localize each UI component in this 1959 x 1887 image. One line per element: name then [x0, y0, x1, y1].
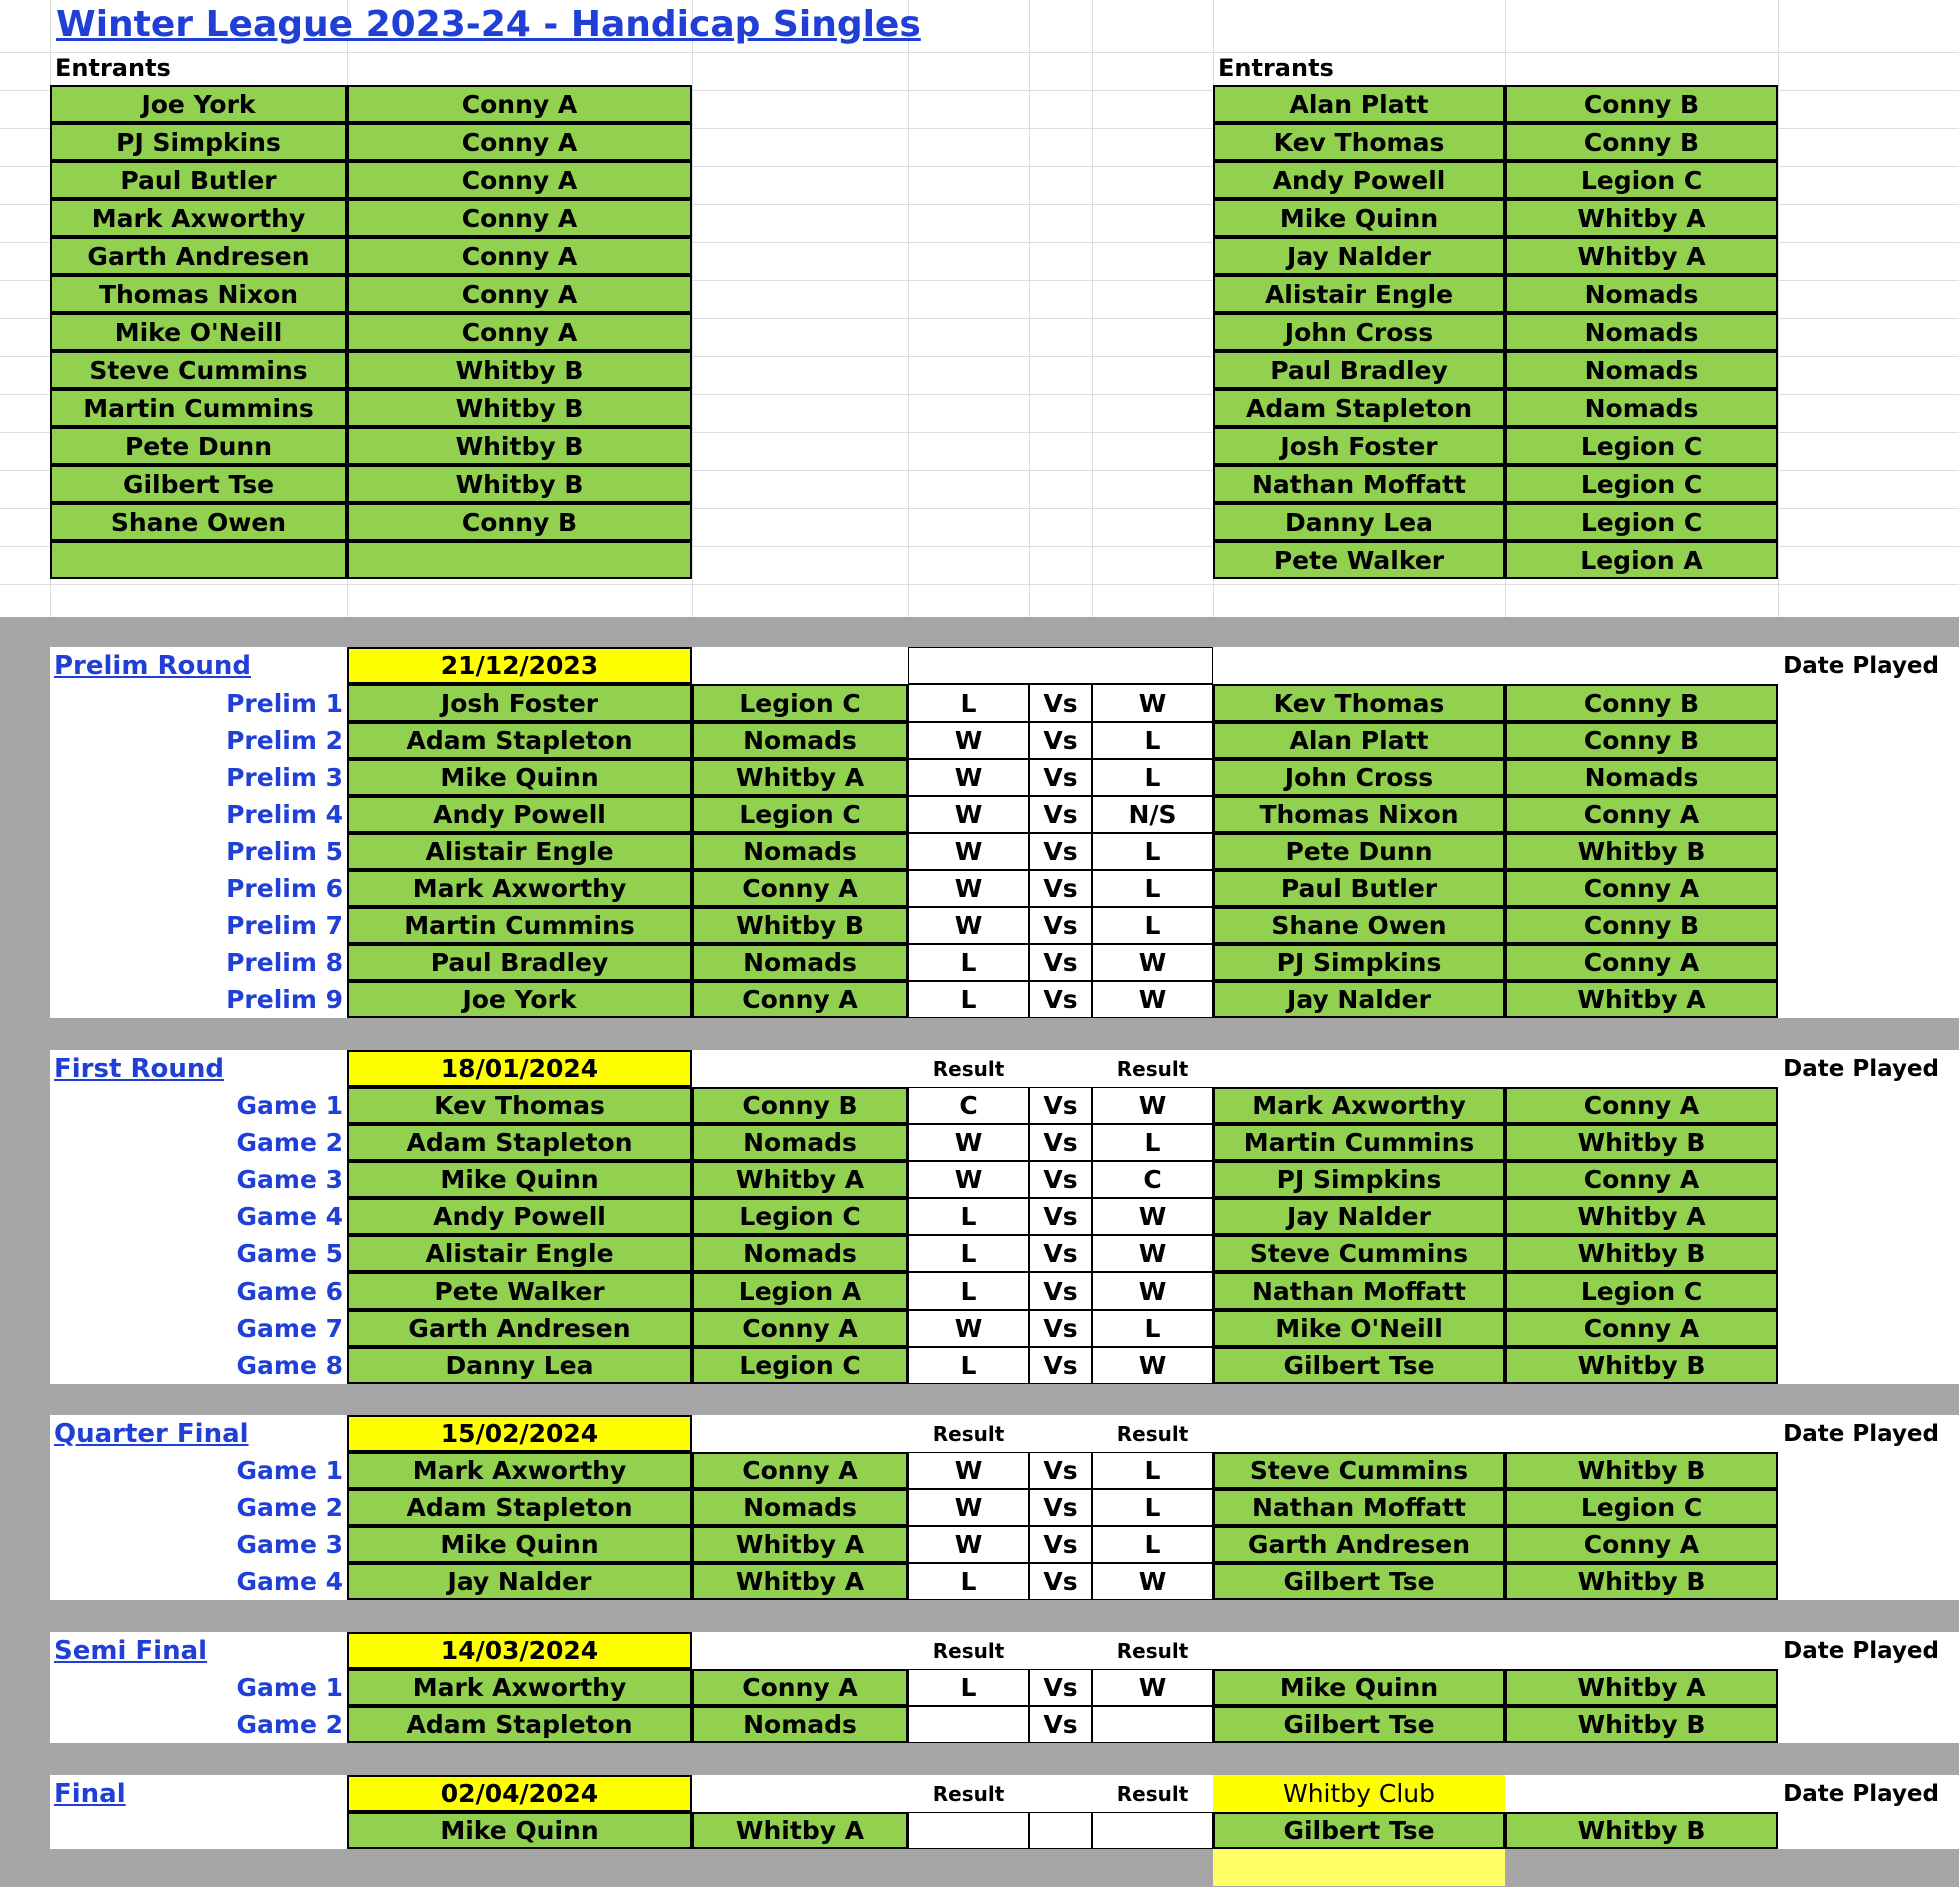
home-player[interactable]: Adam Stapleton [347, 1706, 692, 1743]
entrant-name[interactable]: Alan Platt [1213, 85, 1505, 123]
away-result[interactable]: L [1092, 759, 1213, 796]
result-label: Result [932, 1421, 1005, 1446]
away-result[interactable]: W [1092, 944, 1213, 981]
vs-label: Vs [1029, 1124, 1092, 1161]
away-team[interactable]: Whitby B [1505, 1235, 1778, 1272]
round-title[interactable]: Final [54, 1778, 126, 1809]
entrant-team[interactable]: Legion C [1505, 465, 1778, 503]
away-team[interactable]: Whitby B [1505, 1563, 1778, 1600]
entrant-team[interactable]: Whitby B [347, 389, 692, 427]
entrant-team[interactable] [347, 541, 692, 579]
entrant-name[interactable]: Pete Walker [1213, 541, 1505, 579]
entrant-name[interactable]: Paul Butler [50, 161, 347, 199]
entrant-name[interactable]: Josh Foster [1213, 427, 1505, 465]
entrant-name[interactable]: Shane Owen [50, 503, 347, 541]
entrant-name[interactable]: Paul Bradley [1213, 351, 1505, 389]
away-result[interactable]: W [1092, 1347, 1213, 1384]
away-team[interactable]: Conny A [1505, 1310, 1778, 1347]
home-team[interactable]: Nomads [692, 1706, 908, 1743]
date-played-cell[interactable] [1778, 1310, 1959, 1347]
away-team[interactable]: Whitby B [1505, 1124, 1778, 1161]
home-player[interactable]: Mike Quinn [347, 1161, 692, 1198]
home-result[interactable]: W [908, 1489, 1029, 1526]
date-played-cell[interactable] [1778, 833, 1959, 870]
date-played-cell[interactable] [1778, 1563, 1959, 1600]
entrant-team[interactable]: Legion A [1505, 541, 1778, 579]
home-player[interactable]: Adam Stapleton [347, 1489, 692, 1526]
home-result[interactable]: W [908, 833, 1029, 870]
home-player[interactable]: Mike Quinn [347, 759, 692, 796]
away-player[interactable]: Jay Nalder [1213, 1198, 1505, 1235]
vs-label: Vs [1029, 722, 1092, 759]
date-played-cell[interactable] [1778, 1087, 1959, 1124]
entrants-label-left: Entrants [55, 54, 171, 82]
round-title[interactable]: Quarter Final [54, 1418, 249, 1449]
game-label: Game 3 [236, 1530, 343, 1559]
date-played-cell[interactable] [1778, 1161, 1959, 1198]
date-played-cell[interactable] [1778, 796, 1959, 833]
vs-label: Vs [1029, 981, 1092, 1018]
date-played-cell[interactable] [1778, 1706, 1959, 1743]
entrant-team[interactable]: Conny A [347, 85, 692, 123]
game-label: Prelim 8 [226, 948, 343, 977]
date-played-cell[interactable] [1778, 1235, 1959, 1272]
page-title: Winter League 2023-24 - Handicap Singles [56, 4, 921, 45]
home-result[interactable]: W [908, 1526, 1029, 1563]
away-team[interactable]: Whitby B [1505, 833, 1778, 870]
home-team[interactable]: Whitby A [692, 1161, 908, 1198]
final-venue[interactable]: Whitby Club [1213, 1775, 1505, 1812]
home-result[interactable]: W [908, 870, 1029, 907]
home-team[interactable]: Whitby A [692, 1563, 908, 1600]
away-player[interactable]: PJ Simpkins [1213, 944, 1505, 981]
away-team[interactable]: Legion C [1505, 1489, 1778, 1526]
round-date[interactable]: 02/04/2024 [347, 1775, 692, 1812]
date-played-cell[interactable] [1778, 944, 1959, 981]
date-played-cell[interactable] [1778, 722, 1959, 759]
home-team[interactable]: Nomads [692, 722, 908, 759]
away-team[interactable]: Conny A [1505, 1526, 1778, 1563]
game-label: Prelim 9 [226, 985, 343, 1014]
away-result[interactable]: L [1092, 907, 1213, 944]
round-date[interactable]: 18/01/2024 [347, 1050, 692, 1087]
away-result[interactable]: L [1092, 1452, 1213, 1489]
result-label: Result [1116, 1638, 1189, 1663]
date-played-cell[interactable] [1778, 684, 1959, 722]
home-player[interactable]: Adam Stapleton [347, 722, 692, 759]
away-result[interactable]: N/S [1092, 796, 1213, 833]
entrant-team[interactable]: Whitby B [347, 427, 692, 465]
gridline [0, 52, 1959, 53]
entrant-team[interactable]: Nomads [1505, 351, 1778, 389]
game-label: Prelim 2 [226, 726, 343, 755]
game-label: Game 8 [236, 1351, 343, 1380]
away-result[interactable]: C [1092, 1161, 1213, 1198]
vs-label: Vs [1029, 1452, 1092, 1489]
game-label: Game 2 [236, 1710, 343, 1739]
entrant-team[interactable]: Conny B [1505, 85, 1778, 123]
vs-label: Vs [1029, 833, 1092, 870]
away-result[interactable]: L [1092, 1526, 1213, 1563]
entrants-label-right: Entrants [1218, 54, 1334, 82]
entrant-team[interactable]: Whitby A [1505, 237, 1778, 275]
away-player[interactable]: Gilbert Tse [1213, 1347, 1505, 1384]
home-team[interactable]: Legion C [692, 1198, 908, 1235]
vs-label: Vs [1029, 1563, 1092, 1600]
home-player[interactable]: Danny Lea [347, 1347, 692, 1384]
game-label: Prelim 5 [226, 837, 343, 866]
home-result[interactable]: L [908, 1272, 1029, 1310]
away-result[interactable]: L [1092, 1124, 1213, 1161]
game-label: Game 2 [236, 1493, 343, 1522]
away-result[interactable]: W [1092, 1087, 1213, 1124]
home-result[interactable]: W [908, 907, 1029, 944]
game-label: Game 4 [236, 1202, 343, 1231]
away-player[interactable]: Gilbert Tse [1213, 1706, 1505, 1743]
entrant-team[interactable]: Conny A [347, 199, 692, 237]
away-result[interactable]: W [1092, 1235, 1213, 1272]
game-label: Prelim 6 [226, 874, 343, 903]
home-player[interactable]: Andy Powell [347, 1198, 692, 1235]
away-player[interactable]: Gilbert Tse [1213, 1812, 1505, 1849]
game-label: Prelim 7 [226, 911, 343, 940]
home-team[interactable]: Conny A [692, 870, 908, 907]
round-title[interactable]: Semi Final [54, 1635, 208, 1666]
home-result[interactable]: L [908, 1347, 1029, 1384]
entrant-name[interactable]: John Cross [1213, 313, 1505, 351]
away-player[interactable]: Kev Thomas [1213, 684, 1505, 722]
away-player[interactable]: Shane Owen [1213, 907, 1505, 944]
home-team[interactable]: Conny A [692, 1310, 908, 1347]
vs-label: Vs [1029, 1161, 1092, 1198]
date-played-label: Date Played [1783, 1420, 1939, 1447]
date-played-label: Date Played [1783, 1780, 1939, 1807]
entrant-team[interactable]: Conny A [347, 313, 692, 351]
game-label: Prelim 4 [226, 800, 343, 829]
result-label: Result [1116, 1781, 1189, 1806]
away-result[interactable]: L [1092, 1489, 1213, 1526]
entrant-name[interactable]: Mike Quinn [1213, 199, 1505, 237]
vs-label: Vs [1029, 1198, 1092, 1235]
home-result[interactable]: L [908, 684, 1029, 722]
entrant-name[interactable]: Danny Lea [1213, 503, 1505, 541]
home-result[interactable]: W [908, 1161, 1029, 1198]
vs-label [1029, 1812, 1092, 1849]
away-result[interactable]: W [1092, 1272, 1213, 1310]
date-played-cell[interactable] [1778, 907, 1959, 944]
game-label: Game 2 [236, 1128, 343, 1157]
home-result[interactable]: L [908, 944, 1029, 981]
result-label: Result [932, 1056, 1005, 1081]
gridline [0, 584, 1959, 585]
game-label: Prelim 3 [226, 763, 343, 792]
home-team[interactable]: Nomads [692, 833, 908, 870]
vs-label: Vs [1029, 1235, 1092, 1272]
entrant-team[interactable]: Conny A [347, 123, 692, 161]
entrant-team[interactable]: Legion C [1505, 503, 1778, 541]
away-result[interactable]: W [1092, 1669, 1213, 1706]
away-team[interactable]: Conny A [1505, 870, 1778, 907]
home-result[interactable]: L [908, 1198, 1029, 1235]
entrant-name[interactable]: Joe York [50, 85, 347, 123]
away-result[interactable]: W [1092, 981, 1213, 1018]
game-label: Game 1 [236, 1456, 343, 1485]
away-result[interactable]: L [1092, 833, 1213, 870]
date-played-cell[interactable] [1778, 1198, 1959, 1235]
home-result[interactable]: L [908, 1563, 1029, 1600]
home-team[interactable]: Conny A [692, 1669, 908, 1706]
entrant-name[interactable]: PJ Simpkins [50, 123, 347, 161]
entrant-team[interactable]: Conny A [347, 275, 692, 313]
entrant-name[interactable]: Steve Cummins [50, 351, 347, 389]
home-player[interactable]: Adam Stapleton [347, 1124, 692, 1161]
away-player[interactable]: Mark Axworthy [1213, 1087, 1505, 1124]
away-team[interactable]: Conny A [1505, 944, 1778, 981]
entrant-name[interactable]: Thomas Nixon [50, 275, 347, 313]
vs-label: Vs [1029, 1489, 1092, 1526]
entrant-team[interactable]: Whitby B [347, 465, 692, 503]
away-team[interactable]: Whitby A [1505, 981, 1778, 1018]
vs-label: Vs [1029, 1310, 1092, 1347]
entrant-team[interactable]: Whitby B [347, 351, 692, 389]
final-venue-extra [1213, 1849, 1505, 1886]
vs-label: Vs [1029, 684, 1092, 722]
away-player[interactable]: Nathan Moffatt [1213, 1489, 1505, 1526]
away-result[interactable]: W [1092, 1198, 1213, 1235]
entrant-name[interactable]: Nathan Moffatt [1213, 465, 1505, 503]
home-player[interactable]: Mark Axworthy [347, 870, 692, 907]
date-played-cell[interactable] [1778, 870, 1959, 907]
home-player[interactable]: Martin Cummins [347, 907, 692, 944]
vs-label: Vs [1029, 907, 1092, 944]
vs-label: Vs [1029, 1526, 1092, 1563]
away-player[interactable]: Pete Dunn [1213, 833, 1505, 870]
home-team[interactable]: Conny B [692, 1087, 908, 1124]
entrant-name[interactable]: Alistair Engle [1213, 275, 1505, 313]
date-played-label: Date Played [1783, 1637, 1939, 1664]
home-team[interactable]: Conny A [692, 1452, 908, 1489]
entrant-team[interactable]: Nomads [1505, 275, 1778, 313]
home-team[interactable]: Nomads [692, 1235, 908, 1272]
home-player[interactable]: Garth Andresen [347, 1310, 692, 1347]
away-team[interactable]: Conny A [1505, 1087, 1778, 1124]
away-team[interactable]: Whitby B [1505, 1812, 1778, 1849]
away-team[interactable]: Whitby B [1505, 1452, 1778, 1489]
entrant-name[interactable]: Martin Cummins [50, 389, 347, 427]
entrant-name[interactable]: Gilbert Tse [50, 465, 347, 503]
date-played-cell[interactable] [1778, 1452, 1959, 1489]
result-label: Result [932, 1781, 1005, 1806]
home-player[interactable]: Alistair Engle [347, 1235, 692, 1272]
home-player[interactable]: Josh Foster [347, 684, 692, 722]
home-team[interactable]: Whitby B [692, 907, 908, 944]
home-result[interactable]: C [908, 1087, 1029, 1124]
vs-label: Vs [1029, 944, 1092, 981]
date-played-cell[interactable] [1778, 1812, 1959, 1849]
round-title[interactable]: First Round [54, 1053, 224, 1084]
vs-label: Vs [1029, 796, 1092, 833]
home-result[interactable]: W [908, 1124, 1029, 1161]
game-label: Game 7 [236, 1314, 343, 1343]
home-player[interactable]: Pete Walker [347, 1272, 692, 1310]
home-result[interactable]: W [908, 796, 1029, 833]
away-player[interactable]: Mike O'Neill [1213, 1310, 1505, 1347]
result-label: Result [932, 1638, 1005, 1663]
away-team[interactable]: Conny A [1505, 1161, 1778, 1198]
date-played-cell[interactable] [1778, 1669, 1959, 1706]
entrant-team[interactable]: Conny A [347, 161, 692, 199]
entrant-name[interactable]: Pete Dunn [50, 427, 347, 465]
date-played-cell[interactable] [1778, 981, 1959, 1018]
entrant-name[interactable]: Garth Andresen [50, 237, 347, 275]
game-label: Game 5 [236, 1239, 343, 1268]
away-result[interactable]: L [1092, 722, 1213, 759]
home-player[interactable]: Mike Quinn [347, 1812, 692, 1849]
entrant-team[interactable]: Nomads [1505, 313, 1778, 351]
away-player[interactable]: Mike Quinn [1213, 1669, 1505, 1706]
date-played-label: Date Played [1783, 652, 1939, 679]
vs-label: Vs [1029, 870, 1092, 907]
home-player[interactable]: Kev Thomas [347, 1087, 692, 1124]
away-player[interactable]: Thomas Nixon [1213, 796, 1505, 833]
game-label: Game 4 [236, 1567, 343, 1596]
home-team[interactable]: Whitby A [692, 1526, 908, 1563]
vs-label: Vs [1029, 1347, 1092, 1384]
round-date[interactable]: 21/12/2023 [347, 647, 692, 684]
round-date[interactable]: 15/02/2024 [347, 1415, 692, 1452]
date-played-cell[interactable] [1778, 1526, 1959, 1563]
home-team[interactable]: Legion A [692, 1272, 908, 1310]
home-player[interactable]: Mike Quinn [347, 1526, 692, 1563]
game-label: Game 6 [236, 1276, 343, 1306]
home-team[interactable]: Nomads [692, 1124, 908, 1161]
home-player[interactable]: Joe York [347, 981, 692, 1018]
entrant-team[interactable]: Conny A [347, 237, 692, 275]
away-team[interactable]: Whitby B [1505, 1706, 1778, 1743]
date-played-cell[interactable] [1778, 1347, 1959, 1384]
entrant-team[interactable]: Legion C [1505, 161, 1778, 199]
away-player[interactable]: Jay Nalder [1213, 981, 1505, 1018]
date-played-cell[interactable] [1778, 1489, 1959, 1526]
home-team[interactable]: Legion C [692, 796, 908, 833]
away-result[interactable]: W [1092, 684, 1213, 722]
date-played-cell[interactable] [1778, 1124, 1959, 1161]
date-played-cell[interactable] [1778, 1272, 1959, 1310]
away-player[interactable]: Alan Platt [1213, 722, 1505, 759]
result-label: Result [1116, 1421, 1189, 1446]
away-player[interactable]: Gilbert Tse [1213, 1563, 1505, 1600]
away-team[interactable]: Nomads [1505, 759, 1778, 796]
entrant-team[interactable]: Conny B [1505, 123, 1778, 161]
home-result[interactable] [908, 1812, 1029, 1849]
game-label: Game 1 [236, 1673, 343, 1702]
away-team[interactable]: Whitby B [1505, 1347, 1778, 1384]
home-result[interactable]: L [908, 1235, 1029, 1272]
home-player[interactable]: Alistair Engle [347, 833, 692, 870]
home-team[interactable]: Legion C [692, 1347, 908, 1384]
home-result[interactable]: L [908, 1669, 1029, 1706]
vs-label: Vs [1029, 759, 1092, 796]
away-result[interactable]: L [1092, 870, 1213, 907]
entrant-team[interactable]: Conny B [347, 503, 692, 541]
home-result[interactable]: W [908, 722, 1029, 759]
away-team[interactable]: Whitby A [1505, 1669, 1778, 1706]
entrant-name[interactable] [50, 541, 347, 579]
entrant-team[interactable]: Whitby A [1505, 199, 1778, 237]
away-team[interactable]: Conny B [1505, 684, 1778, 722]
date-played-label: Date Played [1783, 1055, 1939, 1082]
home-player[interactable]: Mark Axworthy [347, 1669, 692, 1706]
away-team[interactable]: Conny B [1505, 722, 1778, 759]
date-played-cell[interactable] [1778, 759, 1959, 796]
home-result[interactable]: W [908, 1310, 1029, 1347]
away-player[interactable]: Steve Cummins [1213, 1452, 1505, 1489]
home-team[interactable]: Whitby A [692, 1812, 908, 1849]
away-player[interactable]: Steve Cummins [1213, 1235, 1505, 1272]
home-team[interactable]: Legion C [692, 684, 908, 722]
entrant-name[interactable]: Adam Stapleton [1213, 389, 1505, 427]
away-result[interactable]: W [1092, 1563, 1213, 1600]
home-result[interactable]: L [908, 981, 1029, 1018]
away-player[interactable]: Nathan Moffatt [1213, 1272, 1505, 1310]
home-result[interactable]: W [908, 1452, 1029, 1489]
home-result[interactable] [908, 1706, 1029, 1743]
away-player[interactable]: Garth Andresen [1213, 1526, 1505, 1563]
vs-label: Vs [1029, 1087, 1092, 1124]
round-date[interactable]: 14/03/2024 [347, 1632, 692, 1669]
game-label: Prelim 1 [226, 688, 343, 718]
entrant-name[interactable]: Mark Axworthy [50, 199, 347, 237]
away-player[interactable]: PJ Simpkins [1213, 1161, 1505, 1198]
entrant-team[interactable]: Nomads [1505, 389, 1778, 427]
away-result[interactable]: L [1092, 1310, 1213, 1347]
home-player[interactable]: Paul Bradley [347, 944, 692, 981]
home-team[interactable]: Conny A [692, 981, 908, 1018]
away-player[interactable]: John Cross [1213, 759, 1505, 796]
home-result[interactable]: W [908, 759, 1029, 796]
result-label: Result [1116, 1056, 1189, 1081]
entrant-name[interactable]: Jay Nalder [1213, 237, 1505, 275]
game-label: Game 3 [236, 1165, 343, 1194]
away-player[interactable]: Martin Cummins [1213, 1124, 1505, 1161]
round-title[interactable]: Prelim Round [54, 650, 251, 681]
entrant-name[interactable]: Kev Thomas [1213, 123, 1505, 161]
home-player[interactable]: Mark Axworthy [347, 1452, 692, 1489]
game-label: Game 1 [236, 1091, 343, 1120]
home-team[interactable]: Whitby A [692, 759, 908, 796]
away-team[interactable]: Conny B [1505, 907, 1778, 944]
entrant-name[interactable]: Andy Powell [1213, 161, 1505, 199]
result-header-box [908, 647, 1213, 684]
vs-label: Vs [1029, 1272, 1092, 1310]
away-team[interactable]: Conny A [1505, 796, 1778, 833]
home-player[interactable]: Jay Nalder [347, 1563, 692, 1600]
vs-label: Vs [1029, 1706, 1092, 1743]
away-result[interactable] [1092, 1706, 1213, 1743]
entrant-team[interactable]: Legion C [1505, 427, 1778, 465]
home-player[interactable]: Andy Powell [347, 796, 692, 833]
away-result[interactable] [1092, 1812, 1213, 1849]
home-team[interactable]: Nomads [692, 944, 908, 981]
away-player[interactable]: Paul Butler [1213, 870, 1505, 907]
away-team[interactable]: Legion C [1505, 1272, 1778, 1310]
away-team[interactable]: Whitby A [1505, 1198, 1778, 1235]
vs-label: Vs [1029, 1669, 1092, 1706]
home-team[interactable]: Nomads [692, 1489, 908, 1526]
entrant-name[interactable]: Mike O'Neill [50, 313, 347, 351]
